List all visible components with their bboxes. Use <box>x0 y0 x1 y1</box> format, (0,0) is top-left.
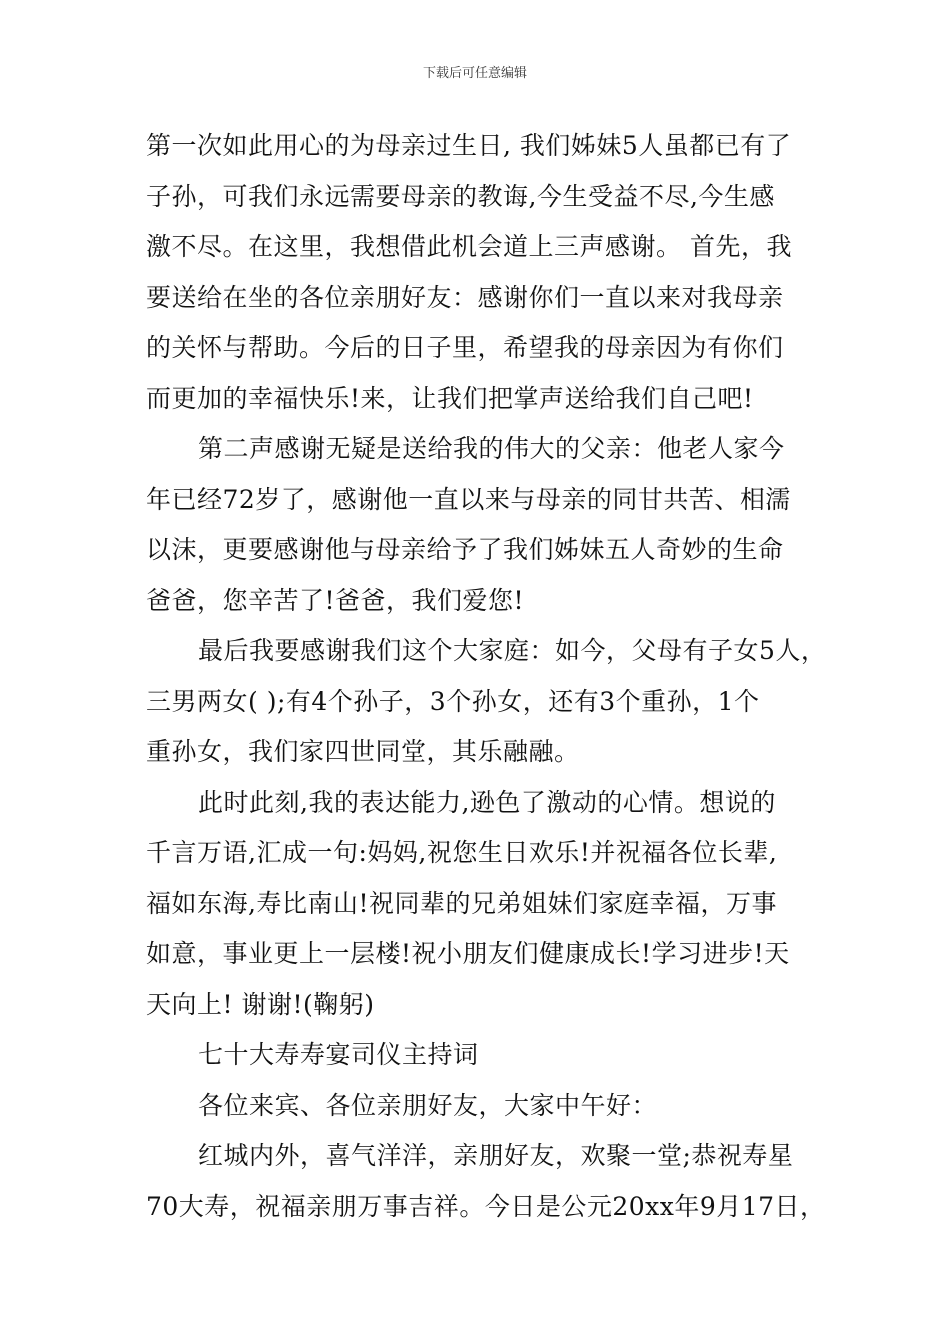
text-line: 而更加的幸福快乐!来，让我们把掌声送给我们自己吧! <box>146 383 754 413</box>
text-line: 以沫，更要感谢他与母亲给予了我们姊妹五人奇妙的生命 <box>146 535 784 564</box>
section-title: 七十大寿寿宴司仪主持词 <box>198 1040 479 1069</box>
text-line: 三男两女( );有4个孙子，3个孙女，还有3个重孙，1个 <box>146 686 760 716</box>
text-line: 福如东海,寿比南山!祝同辈的兄弟姐妹们家庭幸福，万事 <box>146 888 777 918</box>
text-line: 重孙女，我们家四世同堂，其乐融融。 <box>146 737 580 766</box>
paragraph-start-line: 最后我要感谢我们这个大家庭：如今，父母有子女5人， <box>198 636 827 665</box>
text-line: 的关怀与帮助。今后的日子里，希望我的母亲因为有你们 <box>146 333 784 362</box>
text-line: 如意，事业更上一层楼!祝小朋友们健康成长!学习进步!天 <box>146 939 790 968</box>
text-line: 天向上! 谢谢!(鞠躬) <box>146 989 375 1019</box>
page-header-note: 下载后可任意编辑 <box>422 66 527 81</box>
text-line: 要送给在坐的各位亲朋好友：感谢你们一直以来对我母亲 <box>146 282 784 312</box>
paragraph-start-line: 红城内外，喜气洋洋，亲朋好友，欢聚一堂;恭祝寿星 <box>198 1141 794 1170</box>
paragraph-start-line: 第二声感谢无疑是送给我的伟大的父亲：他老人家今 <box>198 434 785 463</box>
document-body <box>146 121 827 1232</box>
paragraph-start-line: 此时此刻,我的表达能力,逊色了激动的心情。想说的 <box>198 787 776 817</box>
text-line: 千言万语,汇成一句:妈妈,祝您生日欢乐!并祝福各位长辈, <box>146 838 778 867</box>
text-line: 第一次如此用心的为母亲过生日, 我们姊妹5人虽都已有了 <box>146 131 792 160</box>
text-line: 子孙，可我们永远需要母亲的教诲,今生受益不尽,今生感 <box>146 181 775 211</box>
text-line: 年已经72岁了，感谢他一直以来与母亲的同甘共苦、相濡 <box>146 484 791 514</box>
greeting-line: 各位来宾、各位亲朋好友，大家中午好： <box>198 1090 658 1120</box>
text-line: 爸爸，您辛苦了!爸爸，我们爱您! <box>146 585 525 615</box>
text-line: 70大寿，祝福亲朋万事吉祥。今日是公元20xx年9月17日， <box>146 1191 826 1221</box>
text-line: 激不尽。在这里，我想借此机会道上三声感谢。 首先，我 <box>146 232 792 261</box>
